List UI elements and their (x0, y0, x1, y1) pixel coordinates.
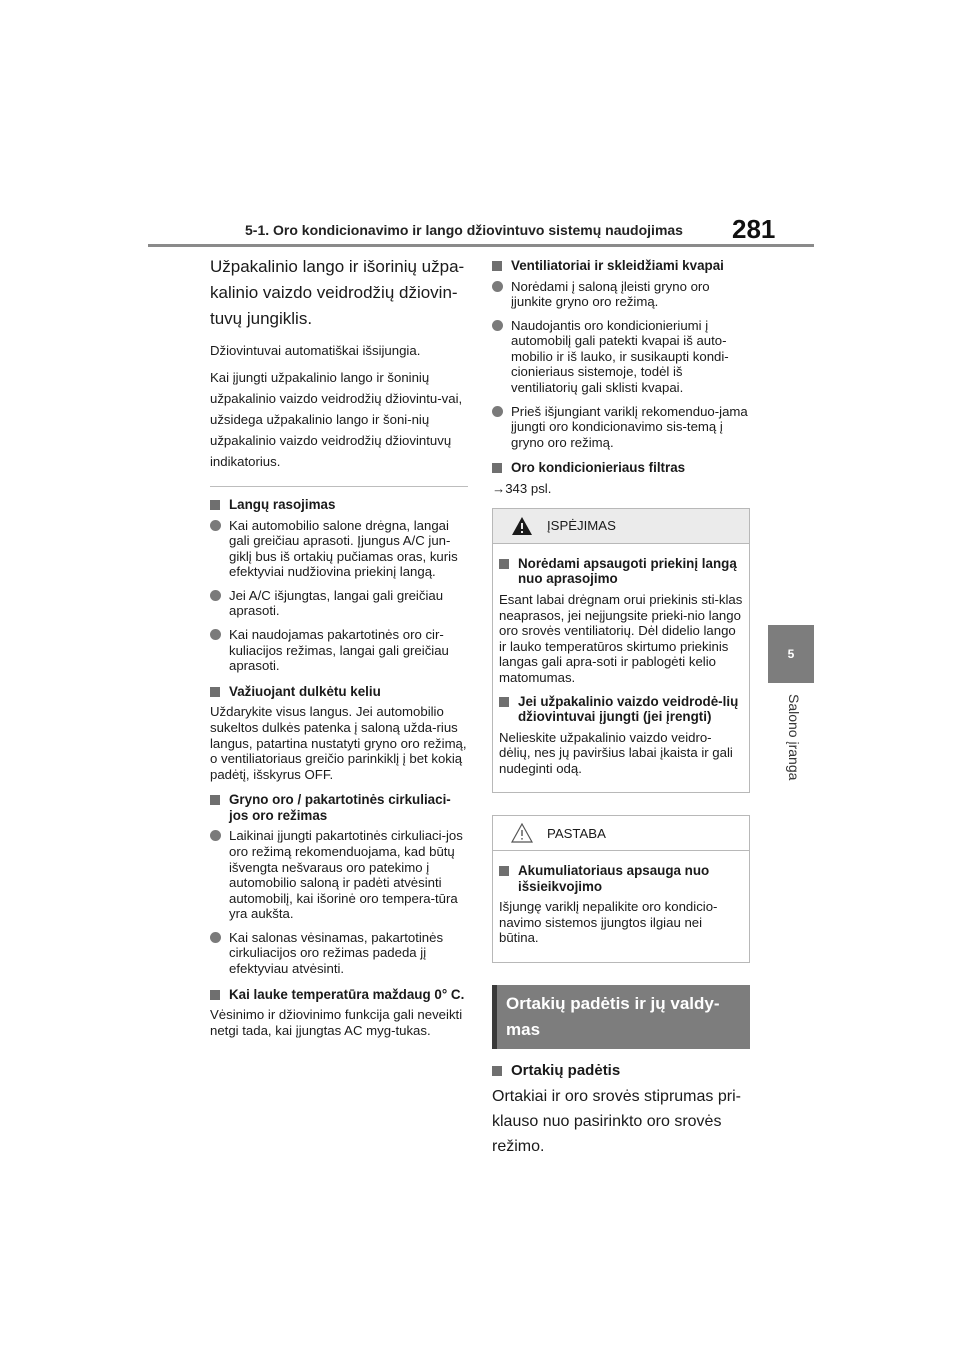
right-column (492, 254, 750, 1167)
warning-subheading-2: Jei užpakalinio vaizdo veidrodė-lių džiovintuvai įjungti (jei įrengti) (499, 694, 743, 725)
warning-subheading-1: Norėdami apsaugoti priekinį langą nuo aprasojimo (499, 556, 743, 587)
page-number: 281 (732, 214, 776, 244)
warning-title: ĮSPĖJIMAS (547, 518, 616, 534)
subheading-fogging: Langų rasojimas (210, 497, 468, 513)
divider (210, 486, 468, 487)
warning-text-2: Nelieskite užpakalinio vaizdo veidro-dėlių, nes jų paviršius labai įkaista ir gali nudeginti odą. (499, 729, 733, 776)
subheading-air-mode: Gryno oro / pakartotinės cirkuliaci-jos oro režimas (210, 792, 468, 823)
notice-subheading: Akumuliatoriaus apsauga nuo išsieikvojimo (499, 863, 743, 894)
chapter-label: Salono įranga (786, 694, 802, 781)
bullet-item: Kai naudojamas pakartotinės oro cir-kuliacijos režimas, langai gali greičiau aprasoti. (210, 627, 468, 674)
section-banner (492, 985, 750, 1049)
notice-triangle-icon (511, 823, 533, 843)
bullet-item: Jei A/C išjungtas, langai gali greičiau aprasoti. (210, 588, 468, 619)
bullet-item: Kai automobilio salone drėgna, langai gali greičiau aprasoti. Įjungus A/C jun-giklį bus iš ortakių pučiamas oras, kuris efektyviai nudžiovina priekinį langą. (210, 518, 468, 580)
header-rule (148, 244, 814, 247)
bullet-item: Laikinai įjungti pakartotinės cirkuliaci-jos oro režimą rekomenduojama, kad būtų išvengta nešvaraus oro patekimo į automobilio saloną ir padėti atvėsinti automobilį, kai išorinė oro tempera-tūra yra aukšta. (210, 828, 468, 922)
subheading-filter: Oro kondicionieriaus filtras (492, 460, 750, 476)
chapter-tab: 5 (768, 625, 814, 683)
notice-body (493, 851, 749, 962)
notice-title: PASTABA (547, 825, 606, 841)
intro-text-1: Džiovintuvai automatiškai išsijungia. (210, 343, 421, 358)
warning-box (492, 508, 750, 793)
warning-body (493, 544, 749, 792)
notice-header (493, 816, 749, 851)
subheading-vents-odors: Ventiliatoriai ir skleidžiami kvapai (492, 258, 750, 274)
paragraph: Ortakiai ir oro srovės stiprumas pri-klauso nuo pasirinkto oro srovės režimo. (492, 1087, 741, 1155)
paragraph: Uždarykite visus langus. Jei automobilio sukeltos dulkės patenka į saloną užda-rius langus, patartina nustatyti gryno oro režimą, o ventiliatoriaus greičio parinkiklį į bet kokią padėtį, išskyrus OFF. (210, 704, 467, 782)
paragraph: Vėsinimo ir džiovinimo funkcija gali neveikti netgi tada, kai įjungtas AC myg-tukas. (210, 1007, 463, 1038)
chapter-label-wrap (780, 694, 804, 814)
warning-text-1: Esant labai drėgnam orui priekinis sti-klas neaprasos, jei neįjungsite prieki-nio lango oro srovės ventiliatorių. Dėl didelio lango ir lauko temperatūros skirtumo priekinis langas gali apra-soti ir pablogėti kelio matomumas. (499, 591, 743, 685)
intro-text-2: Kai įjungti užpakalinio lango ir šoninių užpakalinio vaizdo veidrodžių džiovintu-vai, užsidega užpakalinio lango ir šoni-nių užpakalinio vaizdo veidrodžių džiovintuvų indikatorius. (210, 370, 463, 469)
page-reference: →343 psl. (492, 480, 552, 496)
intro-heading: Užpakalinio lango ir išorinių užpa-kalinio vaizdo veidrodžių džiovin-tuvų jungiklis. (210, 257, 465, 328)
subheading-dusty-road: Važiuojant dulkėtu keliu (210, 684, 468, 700)
subheading-vent-position: Ortakių padėtis (492, 1063, 750, 1079)
warning-triangle-icon (511, 516, 533, 536)
bullet-item: Kai salonas vėsinamas, pakartotinės cirkuliacijos oro režimas padeda jį efektyviau atvėsinti. (210, 930, 468, 977)
section-title: Ortakių padėtis ir jų valdy-mas (506, 994, 720, 1040)
notice-text: Išjungę variklį nepalikite oro kondicio-navimo sistemos įjungtos ilgiau nei būtina. (499, 899, 718, 946)
bullet-item: Naudojantis oro kondicionieriumi į automobilį gali patekti kvapai iš auto-mobilio ir iš lauko, ir susikaupti kondi-cionieriaus sistemoje, todėl iš ventiliatorių gali sklisti kvapai. (492, 318, 750, 396)
bullet-item: Prieš išjungiant variklį rekomenduo-jama įjungti oro kondicionavimo sis-temą į gryno oro režimą. (492, 404, 750, 451)
warning-header (493, 509, 749, 544)
left-column (210, 254, 468, 1046)
subheading-temperature: Kai lauke temperatūra maždaug 0° C. (210, 987, 468, 1003)
bullet-item: Norėdami į saloną įleisti gryno oro įjunkite gryno oro režimą. (492, 279, 750, 310)
notice-box (492, 815, 750, 963)
header-title: 5-1. Oro kondicionavimo ir lango džiovintuvo sistemų naudojimas (245, 222, 683, 238)
